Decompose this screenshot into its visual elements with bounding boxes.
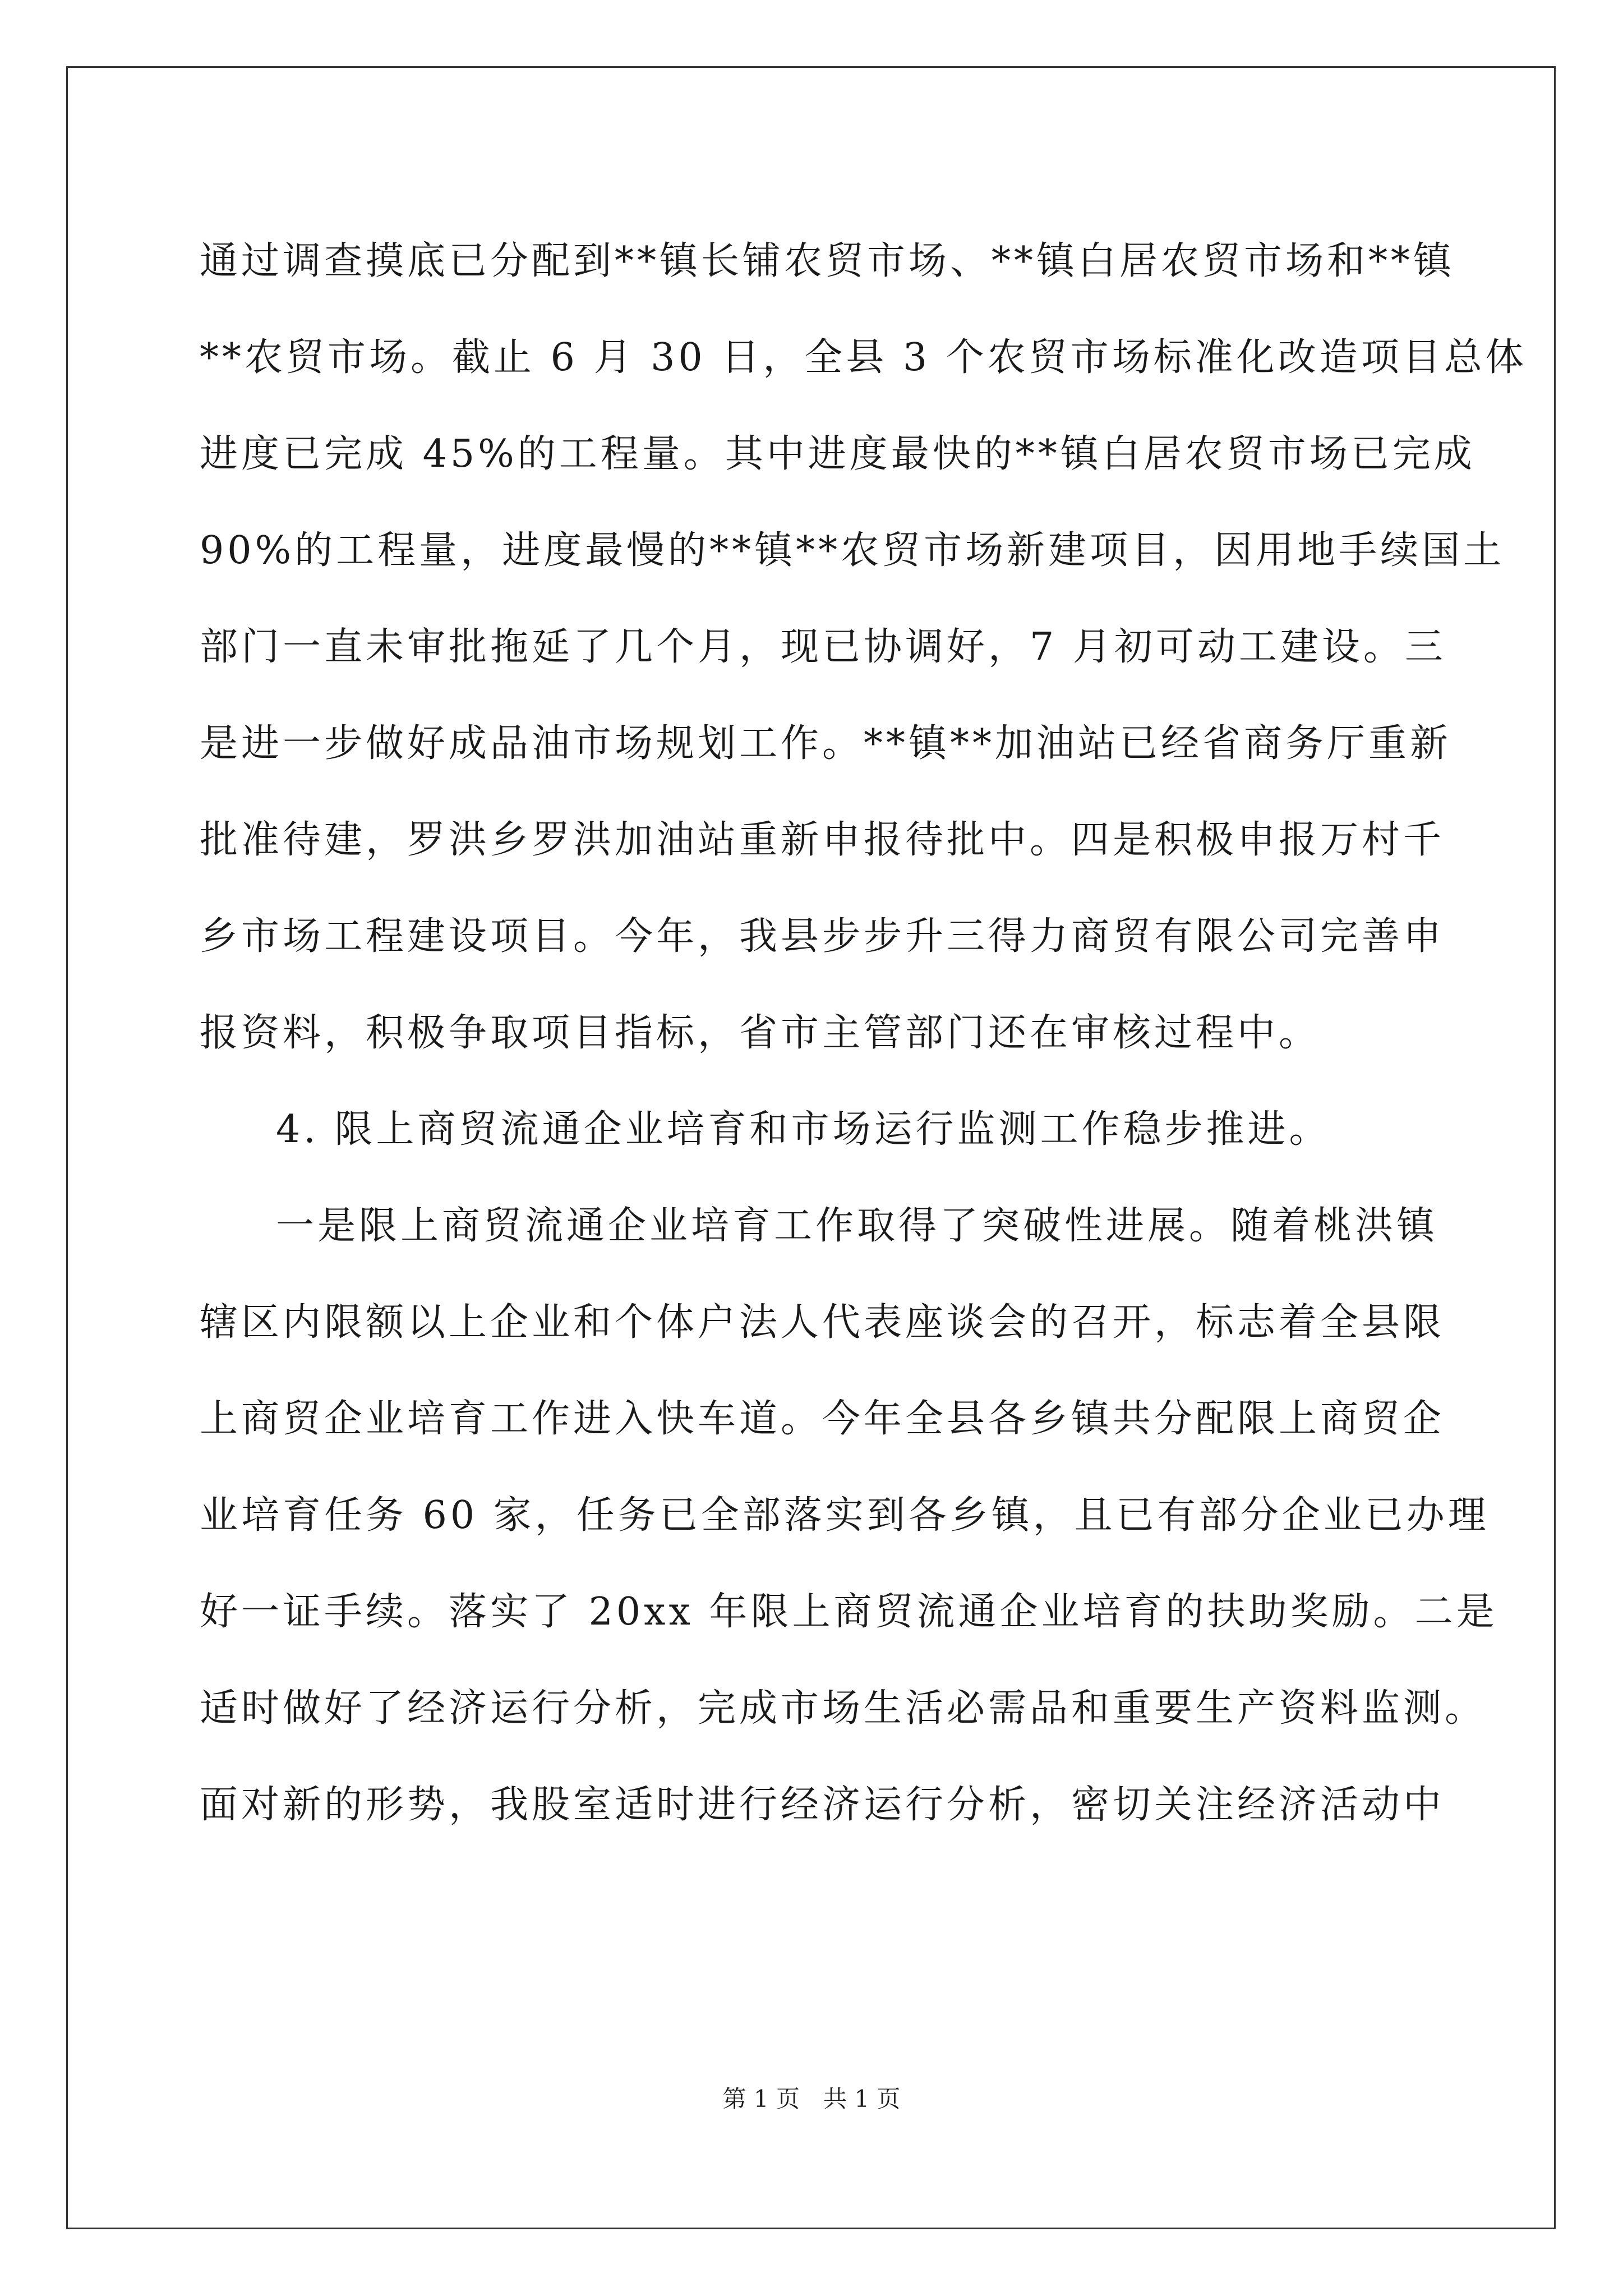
body-line: **农贸市场。截止 6 月 30 日，全县 3 个农贸市场标准化改造项目总体: [200, 335, 1527, 380]
body-line: 批准待建，罗洪乡罗洪加油站重新申报待批中。四是积极申报万村千: [200, 818, 1445, 862]
body-line: 好一证手续。落实了 20xx 年限上商贸流通企业培育的扶助奖励。二是: [200, 1590, 1498, 1634]
body-line: 报资料，积极争取项目指标，省市主管部门还在审核过程中。: [200, 1011, 1321, 1055]
document-body: [200, 213, 1527, 1853]
body-line: 是进一步做好成品油市场规划工作。**镇**加油站已经省商务厅重新: [200, 721, 1452, 766]
page-footer: 第 1 页 共 1 页: [722, 2085, 901, 2113]
body-line: 通过调查摸底已分配到**镇长铺农贸市场、**镇白居农贸市场和**镇: [200, 239, 1455, 283]
body-line: 面对新的形势，我股室适时进行经济运行分析，密切关注经济活动中: [200, 1783, 1445, 1827]
body-line: 辖区内限额以上企业和个体户法人代表座谈会的召开，标志着全县限: [200, 1300, 1445, 1345]
paragraph-first-line: 一是限上商贸流通企业培育工作取得了突破性进展。随着桃洪镇: [276, 1204, 1438, 1248]
body-line: 适时做好了经济运行分析，完成市场生活必需品和重要生产资料监测。: [200, 1686, 1487, 1731]
section-heading: 4. 限上商贸流通企业培育和市场运行监测工作稳步推进。: [276, 1107, 1331, 1152]
body-line: 乡市场工程建设项目。今年，我县步步升三得力商贸有限公司完善申: [200, 914, 1445, 959]
body-line: 部门一直未审批拖延了几个月，现已协调好，7 月初可动工建设。三: [200, 625, 1446, 669]
body-line: 业培育任务 60 家，任务已全部落实到各乡镇，且已有部分企业已办理: [200, 1493, 1490, 1538]
body-line: 90%的工程量，进度最慢的**镇**农贸市场新建项目，因用地手续国土: [200, 528, 1505, 573]
body-line: 上商贸企业培育工作进入快车道。今年全县各乡镇共分配限上商贸企: [200, 1397, 1445, 1441]
body-line: 进度已完成 45%的工程量。其中进度最快的**镇白居农贸市场已完成: [200, 432, 1476, 476]
